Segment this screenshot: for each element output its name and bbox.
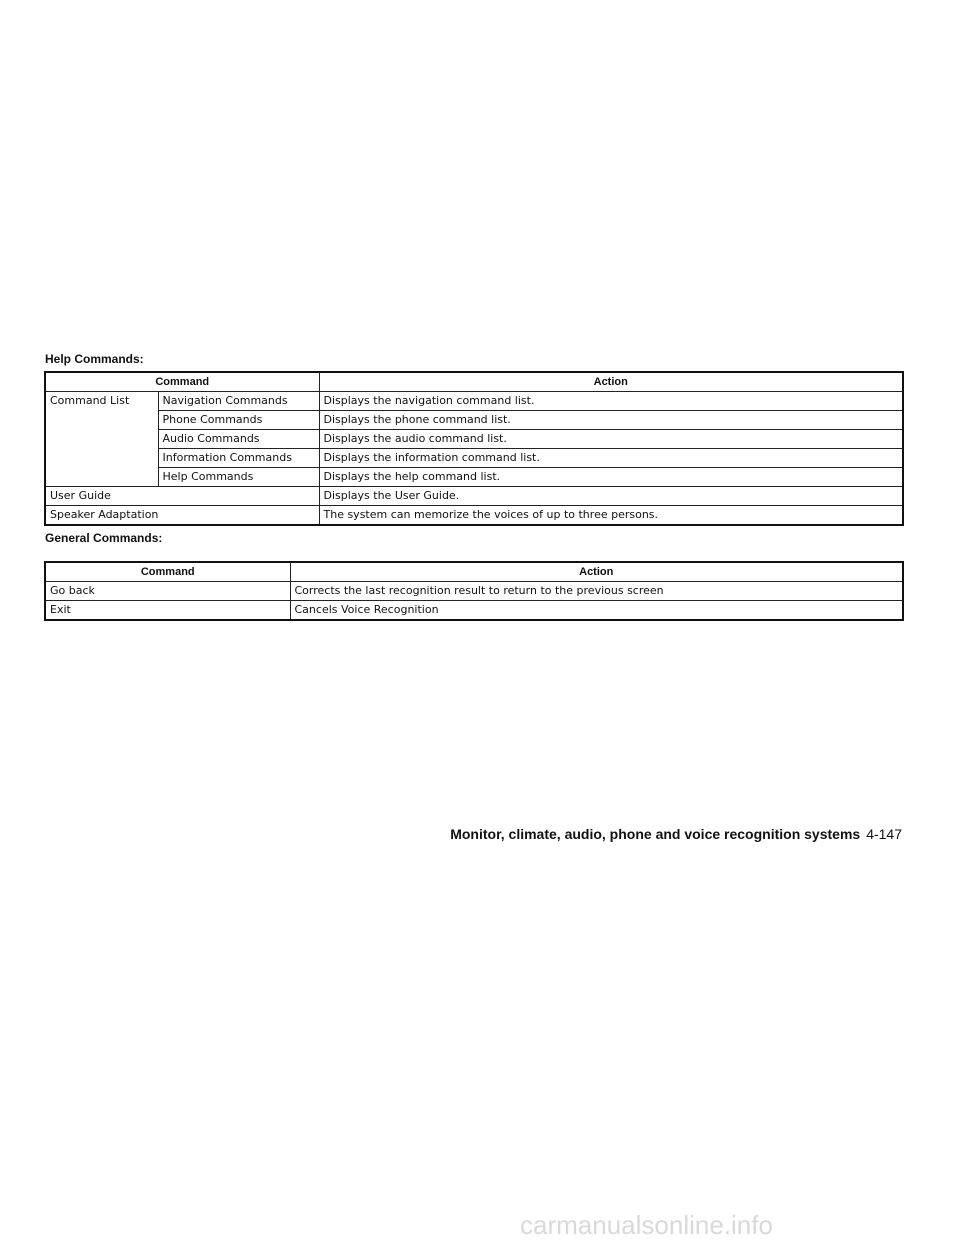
- chapter-title: Monitor, climate, audio, phone and voice recognition systems: [450, 826, 861, 842]
- action-cell: Displays the navigation command list.: [319, 392, 903, 411]
- table-row: [45, 392, 903, 411]
- command-list-label: Command List: [45, 392, 158, 411]
- table-row: [45, 601, 903, 621]
- table-header-row: [45, 372, 903, 392]
- header-action: Action: [319, 372, 903, 392]
- table-header-row: [45, 562, 903, 582]
- subcommand-cell: Help Commands: [158, 468, 319, 487]
- action-cell: Displays the information command list.: [319, 449, 903, 468]
- subcommand-cell: Phone Commands: [158, 411, 319, 430]
- watermark-text: carmanualsonline.info: [520, 1210, 773, 1240]
- empty-cell: [45, 449, 158, 468]
- command-cell: Go back: [45, 582, 290, 601]
- command-cell: Exit: [45, 601, 290, 621]
- empty-cell: [45, 430, 158, 449]
- command-cell: Speaker Adaptation: [45, 506, 319, 526]
- help-commands-title: Help Commands:: [45, 352, 144, 366]
- action-cell: Displays the phone command list.: [319, 411, 903, 430]
- table-row: [45, 449, 903, 468]
- command-cell: User Guide: [45, 487, 319, 506]
- page-number: 4-147: [866, 826, 902, 842]
- action-cell: Displays the User Guide.: [319, 487, 903, 506]
- header-command: Command: [45, 372, 319, 392]
- page-footer: [450, 826, 902, 842]
- empty-cell: [45, 411, 158, 430]
- action-cell: The system can memorize the voices of up to three persons.: [319, 506, 903, 526]
- subcommand-cell: Information Commands: [158, 449, 319, 468]
- header-action: Action: [290, 562, 903, 582]
- header-command: Command: [45, 562, 290, 582]
- action-cell: Corrects the last recognition result to return to the previous screen: [290, 582, 903, 601]
- table-row: [45, 506, 903, 526]
- action-cell: Cancels Voice Recognition: [290, 601, 903, 621]
- empty-cell: [45, 468, 158, 487]
- table-row: [45, 430, 903, 449]
- subcommand-cell: Navigation Commands: [158, 392, 319, 411]
- general-commands-title: General Commands:: [45, 531, 163, 545]
- action-cell: Displays the help command list.: [319, 468, 903, 487]
- table-row: [45, 582, 903, 601]
- subcommand-cell: Audio Commands: [158, 430, 319, 449]
- table-row: [45, 411, 903, 430]
- general-commands-table: [44, 561, 904, 621]
- help-commands-table: [44, 371, 904, 526]
- table-row: [45, 487, 903, 506]
- table-row: [45, 468, 903, 487]
- action-cell: Displays the audio command list.: [319, 430, 903, 449]
